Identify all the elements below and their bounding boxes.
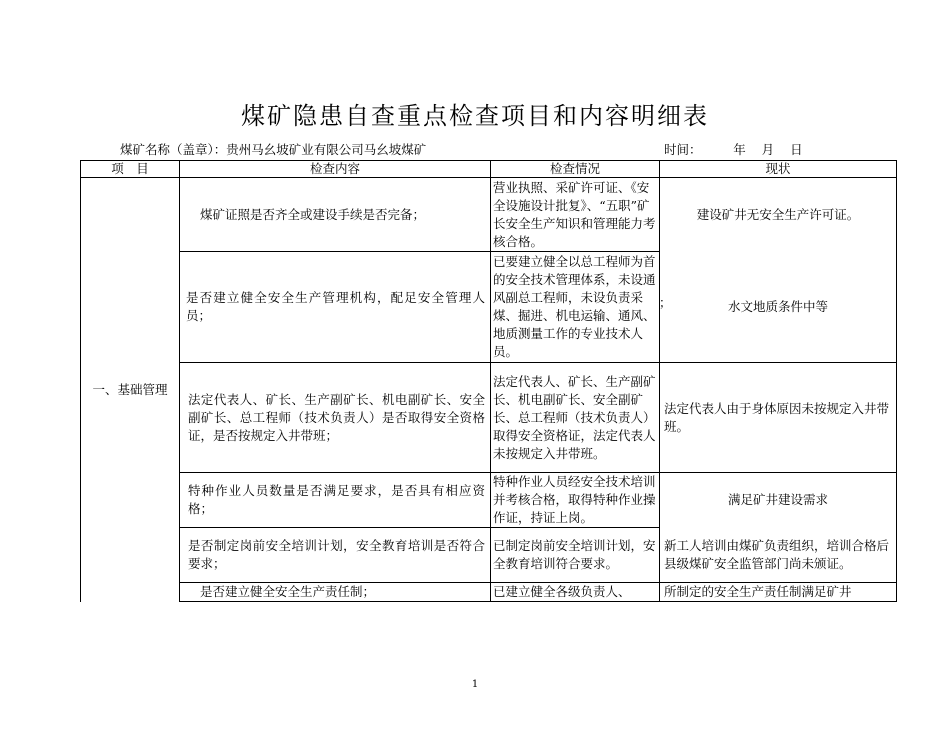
row-content: 法定代表人、矿长、生产副矿长、机电副矿长、安全副矿长、总工程师（技术负责人）是否取得安全资格证，是否按规定入井带班；	[180, 363, 491, 473]
row-content: 是否建立健全安全生产管理机构，配足安全管理人员；	[180, 252, 491, 363]
row-status: 建设矿井无安全生产许可证。	[696, 207, 860, 222]
table-row	[81, 178, 897, 252]
header-status: 现状	[660, 161, 897, 178]
status-merged-cell	[660, 178, 897, 363]
row-content: 煤矿证照是否齐全或建设手续是否完备；	[180, 178, 491, 252]
time-label: 时间： 年 月 日	[664, 142, 803, 157]
page-title: 煤矿隐患自查重点检查项目和内容明细表	[241, 102, 709, 130]
row-status: 法定代表人由于身体原因未按规定入井带班。	[660, 363, 897, 473]
inspection-table	[80, 160, 897, 602]
row-status: 所制定的安全生产责任制满足矿井	[660, 583, 897, 602]
row-situation: 营业执照、采矿许可证、《安全设施设计批复》、“五职”矿长安全生产知识和管理能力考核合格。	[491, 178, 660, 252]
row-status: 水文地质条件中等	[727, 299, 828, 314]
row-status: 新工人培训由煤矿负责组织，培训合格后县级煤矿安全监管部门尚未颁证。	[660, 528, 897, 583]
row-situation: 已建立健全各级负责人、	[491, 583, 660, 602]
row-status: 满足矿井建设需求	[660, 473, 897, 528]
table-row	[81, 528, 897, 583]
stray-mark: ；	[659, 295, 672, 310]
row-situation: 法定代表人、矿长、生产副矿长、机电副矿长、安全副矿长、总工程师（技术负责人）取得安全资格证，法定代表人未按规定入井带班。	[491, 363, 660, 473]
table-row	[81, 363, 897, 473]
header-content: 检查内容	[180, 161, 491, 178]
table-row	[81, 473, 897, 528]
header-situation: 检查情况	[491, 161, 660, 178]
table-header-row	[81, 161, 897, 178]
row-content: 是否制定岗前安全培训计划，安全教育培训是否符合要求；	[180, 528, 491, 583]
header-item: 项 目	[81, 161, 180, 178]
row-situation: 特种作业人员经安全技术培训并考核合格，取得特种作业操作证，持证上岗。	[491, 473, 660, 528]
mine-name: 煤矿名称（盖章）：贵州马幺坡矿业有限公司马幺坡煤矿	[120, 142, 427, 157]
category-cell: 一、基础管理	[81, 178, 180, 602]
row-situation: 已要建立健全以总工程师为首的安全技术管理体系，未设通风副总工程师，未设负责采煤、掘进、机电运输、通风、地质测量工作的专业技术人员。	[491, 252, 660, 363]
row-situation: 已制定岗前安全培训计划，安全教育培训符合要求。	[491, 528, 660, 583]
page-number: 1	[471, 679, 479, 690]
row-content: 特种作业人员数量是否满足要求，是否具有相应资格；	[180, 473, 491, 528]
row-content: 是否建立健全安全生产责任制；	[180, 583, 491, 602]
table-row	[81, 583, 897, 602]
